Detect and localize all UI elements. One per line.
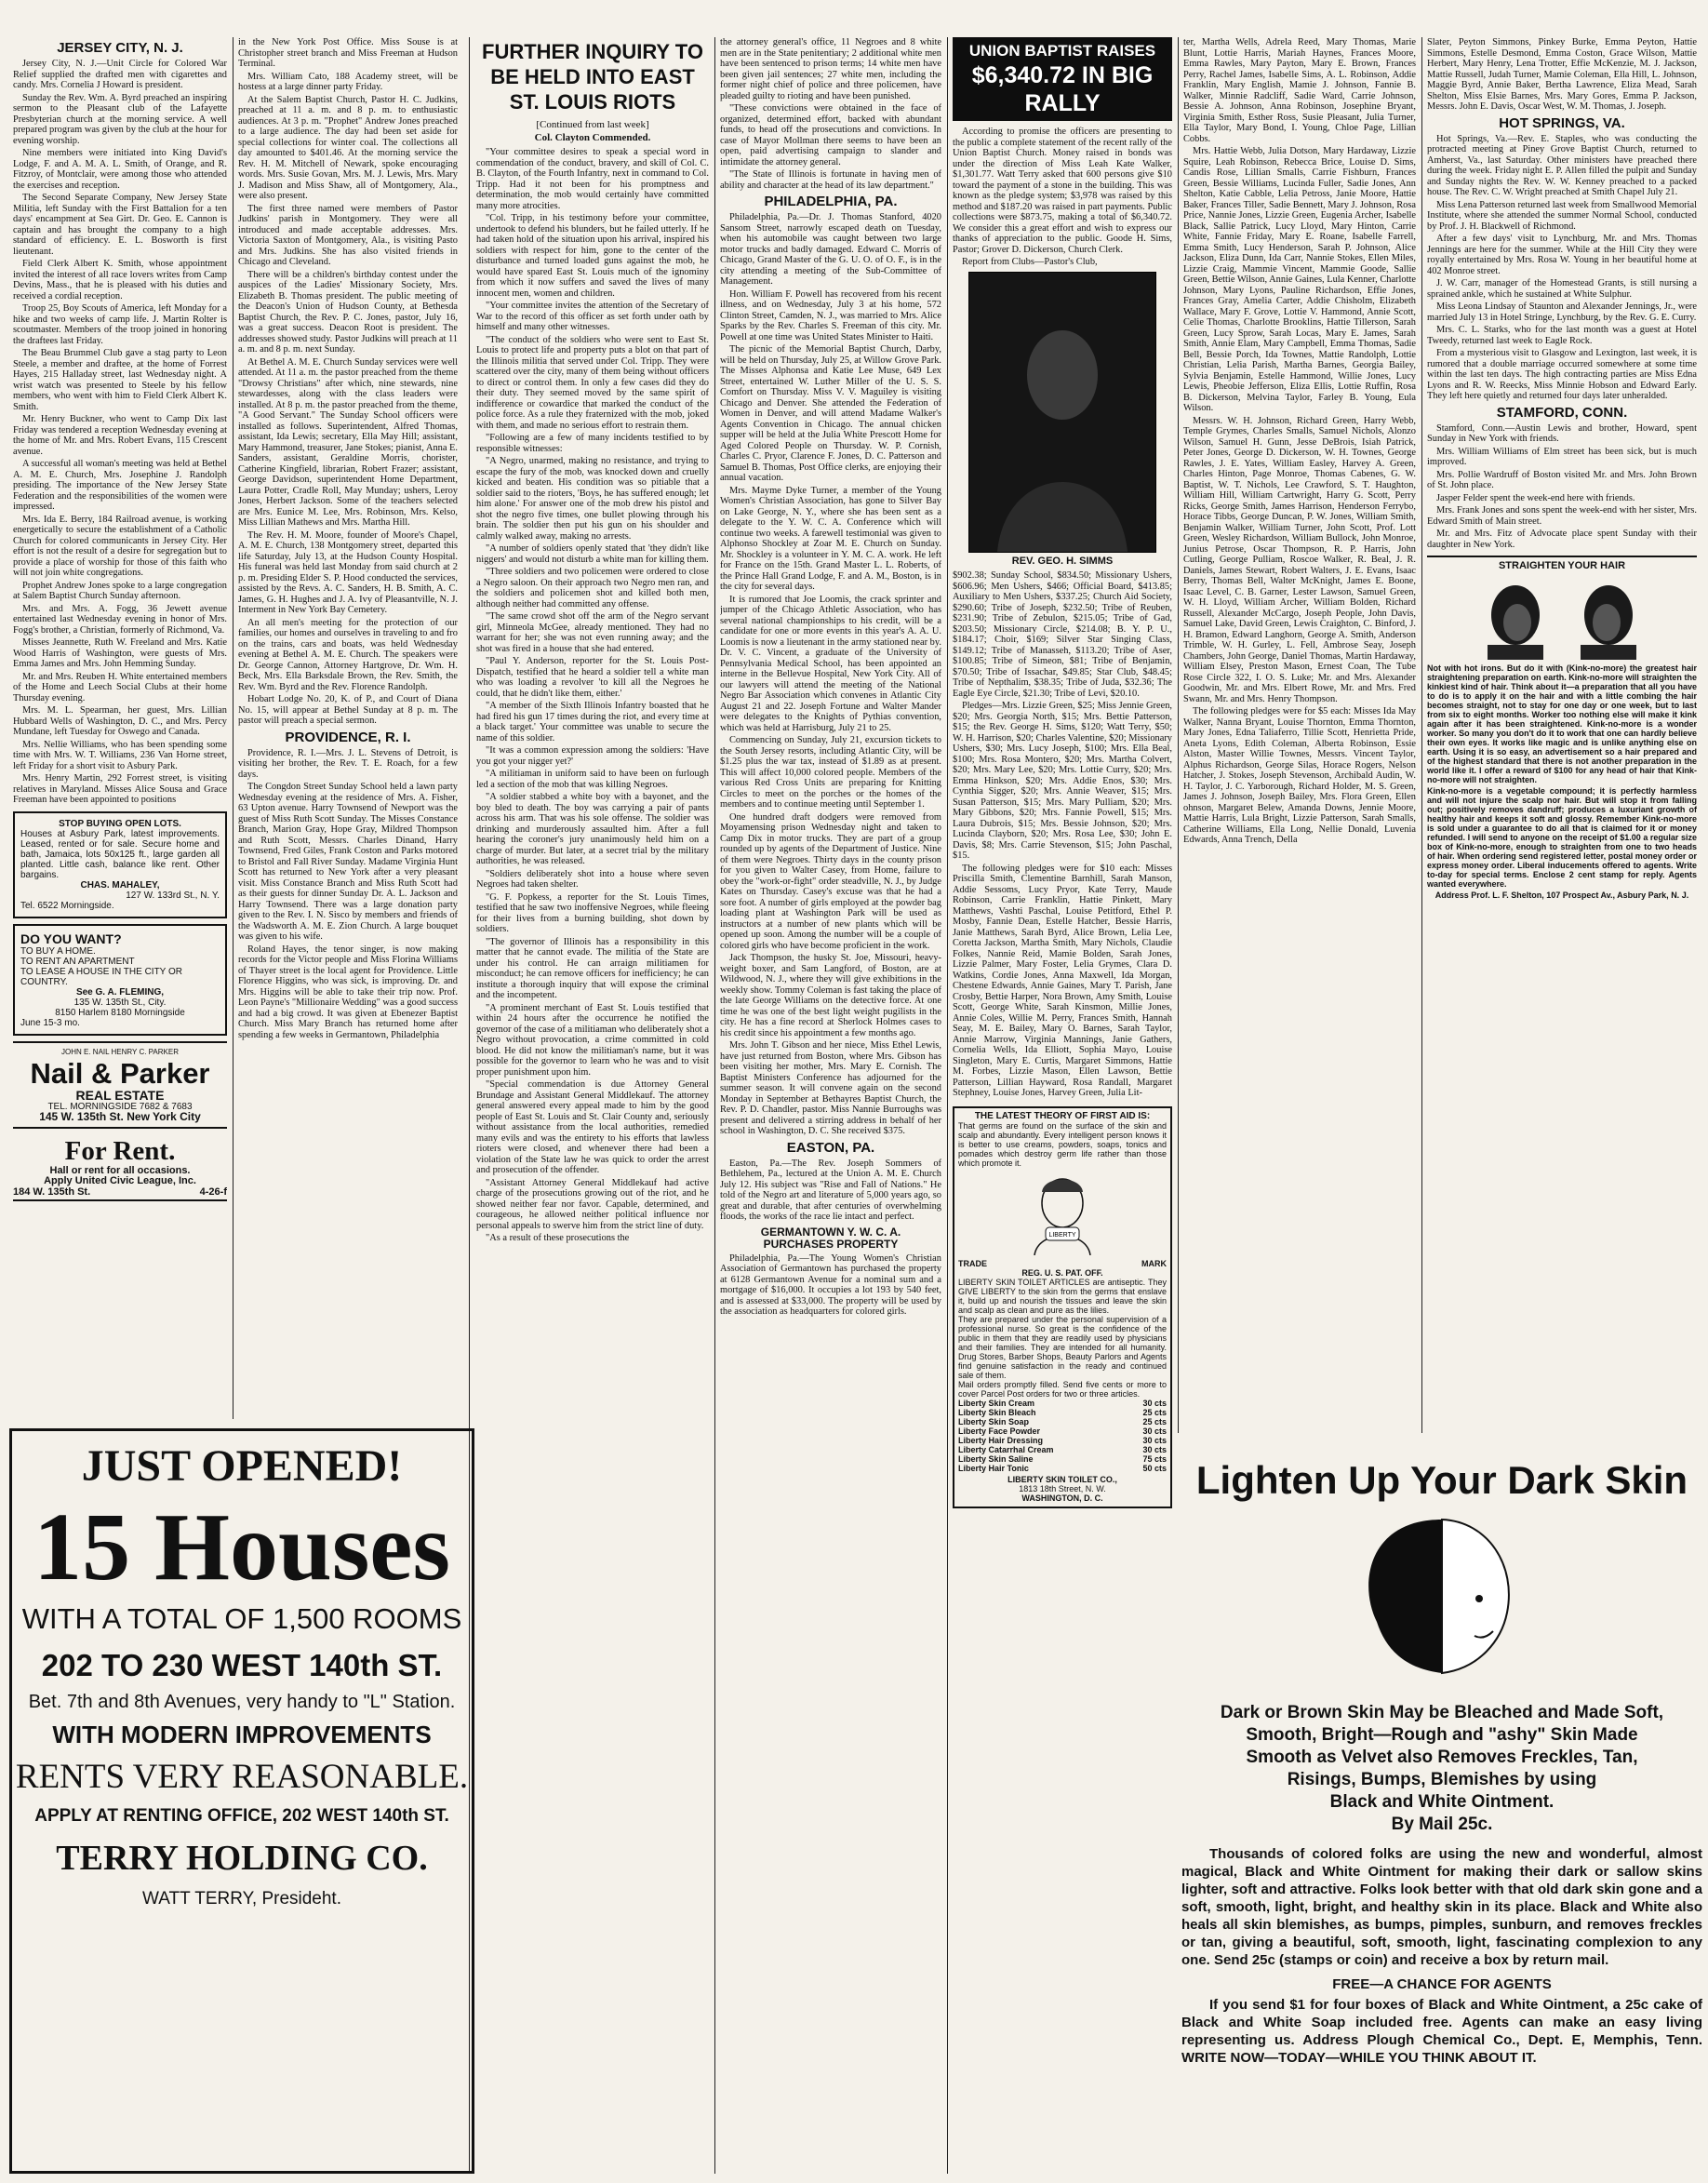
column-6 <box>1183 37 1416 1433</box>
article-paragraph: Mrs. M. L. Spearman, her guest, Mrs. Lillian Hubbard Wells of Washington, D. C., and Mrs. Percy Mundane, left Tuesday for Oswego and Canada. <box>13 705 227 737</box>
column-3 <box>476 37 709 2174</box>
article-paragraph: "Your committee invites the attention of the Secretary of War to the record of this officer as set forth under oath by himself and many other witnesses. <box>476 301 709 332</box>
ad-city: WASHINGTON, D. C. <box>1021 1493 1103 1503</box>
article-paragraph: Nine members were initiated into King David's Lodge, F. and A. M. A. L. Smith, of Orange, and R. Fitzroy, of Montclair, were among those who attended the exercises and reception. <box>13 148 227 191</box>
price-value: 75 cts <box>1142 1453 1167 1464</box>
ad-line: Black and White Ointment. <box>1329 1792 1555 1812</box>
article-paragraph: Mrs. William Cato, 188 Academy street, will be hostess at a large dinner party Friday. <box>238 71 458 92</box>
ad-address: 127 W. 133rd St., N. Y. <box>126 890 220 901</box>
headline-line: GERMANTOWN Y. W. C. A. <box>760 1225 901 1239</box>
article-paragraph: "A number of soldiers openly stated that 'they didn't like niggers' and would not disturb a white man for killing them. <box>476 543 709 565</box>
face-silhouette-icon <box>1302 1510 1581 1696</box>
price-value: 30 cts <box>1142 1426 1167 1436</box>
article-paragraph: "The governor of Illinois has a responsibility in this matter that he cannot evade. The militia of the State are under his control. He can arraign militiamen for misconduct; he can remove officers for inefficiency; he can institute a thorough inquiry that will expose the criminal and the incompetent. <box>476 936 709 1000</box>
price-item: Liberty Face Powder <box>958 1426 1041 1436</box>
article-paragraph: The following pledges were for $5 each: Misses Ida May Walker, Nanna Bryant, Louise Thornton, Emma Thornton, Mary Jones, Edna Taliaferro, Tillie Scott, Henrietta Pride, Aneta Lyons, Edith Coleman, Alberta Robinson, Essie Alston, Master Willie Townes, Messrs. Vincent Taylor, Alphus Richardson, George Silas, Horace Rogers, Nelson Hatcher, J. Stokes, Joseph Stevenson, Archibald Audin, W. H. Taylor, J. C. Yarborough, Richard Holder, M. S. Green, James J. Johnson, Joseph Bailey, Mrs. Flora Green, Ellen ohnson, Margaret Belew, Amanda Downs, Jennie Moore, Mattie Harris, Lula Bright, Lizzie Patterson, Sarah Smalls, Catherine Williams, Ella Long, Nellie Donald, Luvenia Edwards, Anna Trench, Della <box>1183 706 1416 845</box>
ad-telephone: TEL. MORNINGSIDE 7682 & 7683 <box>47 1101 193 1112</box>
article-paragraph: "The conduct of the soldiers who were sent to East St. Louis to protect life and property puts a blot on that part of the Illinois militia that served under Col. Tripp. They were scattered over the city, many of them being without officers to direct or control them. In only a few cases did they do their duty. They seemed moved by the same spirit of indifference or cowardice that marked the conduct of the police force. As a rule they fraternized with the mob, joked with them, and made no serious effort to restrain them. <box>476 334 709 431</box>
trade-label: TRADE <box>958 1258 987 1268</box>
philadelphia-heading: PHILADELPHIA, PA. <box>764 194 898 209</box>
do-you-want-ad <box>13 924 227 1036</box>
article-paragraph: After a few days' visit to Lynchburg, Mr. and Mrs. Thomas Jennings are here for the summer. While at the Hill City they were royally entertained by Mrs. Rosa W. Young in her beautiful home at 402 Monroe street. <box>1427 234 1697 276</box>
article-paragraph: "A prominent merchant of East St. Louis testified that within 24 hours after the occurrence he notified the governor of the case of a militiaman who deliberately shot a Negro without provocation, a crime committed in cold blood. He did not know the militiaman's name, but it was possible for the governor to learn who he was and to visit proper punishment upon him. <box>476 1002 709 1078</box>
liberty-skin-ad <box>953 1106 1172 1508</box>
article-paragraph: The picnic of the Memorial Baptist Church, Darby, will be held on Thursday, July 25, at Willow Grove Park. The Misses Alphonsa and Katie Lee Muse, 649 Lex Street, entertained W. Luther Miller of the U. S. S. Comfort on Thursday. Miss V. V. Maguiley is visiting Chicago and Denver. She attended the Federation of Women in Denver, and will attend Madame Walker's Agents Convention in Chicago. The annual chicken supper will be held at the Julia White Prescott Home for Aged Colored People on Thursday. W. P. Cornish, Charles C. Pryor, Clarence F. Jones, D. C. Patterson and Samuel B. Thomas, Post Office clerks, are enjoying their annual vacation. <box>720 344 941 483</box>
article-paragraph: "Following are a few of many incidents testified to by responsible witnesses: <box>476 433 709 454</box>
article-paragraph: Mrs. John T. Gibson and her niece, Miss Ethel Lewis, have just returned from Boston, where Mrs. Gibson has been visiting her mother, Mrs. Mary E. Cornish. The Baptist Ministers Conference has adjourned for the summer season. It will convene again on the second Monday in September at Bethayres Baptist Church, the Rev. P. D. Chandler, pastor. Miss Nannie Burroughs was present and delivered a stirring address in behalf of her school in Washington, D. C. She received $375. <box>720 1040 941 1136</box>
price-value: 25 cts <box>1142 1416 1167 1426</box>
ad-headline: JUST OPENED! <box>81 1441 403 1491</box>
germantown-heading <box>720 1226 941 1251</box>
price-row <box>958 1454 1167 1464</box>
banner-line: $6,340.72 IN BIG RALLY <box>971 62 1154 116</box>
trademark-note: REG. U. S. PAT. OFF. <box>1021 1267 1103 1278</box>
ad-company: TERRY HOLDING CO. <box>56 1839 428 1878</box>
headline-line: BE HELD INTO EAST <box>490 65 695 88</box>
jersey-city-heading: JERSEY CITY, N. J. <box>57 40 183 56</box>
banner-line: UNION BAPTIST RAISES <box>968 42 1156 60</box>
article-paragraph: J. W. Carr, manager of the Homestead Grants, is still nursing a sprained ankle, which he sustained at White Sulphur. <box>1427 278 1697 300</box>
ad-line: 135 W. 135th St., City. <box>73 997 167 1008</box>
price-item: Liberty Skin Saline <box>958 1453 1034 1464</box>
ad-heading: STRAIGHTEN YOUR HAIR <box>1498 560 1626 571</box>
article-paragraph: Miss Leona Lindsay of Staunton and Alexander Jennings, Jr., were married July 13 in Hotel Stringe, Lynchburg, by the Rev. G. E. Curry. <box>1427 301 1697 323</box>
ad-body: Thousands of colored folks are using the new and wonderful, almost magical, Black and White Ointment for making their dark or sallow skins lighter, soft and attractive. Folks look better with that old dark skin gone and a soft, smooth, light, bright, and healthy skin in its place. Black and White also heals all skin blemishes, as bumps, pimples, sunburn, and removes freckles or tan, giving a beautiful, soft, smooth, light, fascinating complexion to any one. Send 25c (stamps or coin) and receive a box by return mail. <box>1181 1846 1702 1968</box>
price-item: Liberty Skin Soap <box>958 1416 1030 1426</box>
article-paragraph: Commencing on Sunday, July 21, excursion tickets to the South Jersey resorts, including Atlantic City, will be $1.25 plus the war tax, instead of $1.89 as at present. This will affect 10,000 colored people. Members of the various Red Cross Units are preparing for Knitting Circles to meet on the porches or the homes of the members and to continue meeting until September 1. <box>720 735 941 810</box>
article-paragraph: Mrs. Nellie Williams, who has been spending some time with Mrs. W. T. Williams, 236 Van Horne street, left Friday for a short visit to Asbury Park. <box>13 739 227 771</box>
article-paragraph: A successful all woman's meeting was held at Bethel A. M. E. Church, Mrs. Josephine J. Randolph presiding. The importance of the New Jersey State Federation and the responsibilities of the women were impressed. <box>13 459 227 512</box>
ad-address: 184 W. 135th St. <box>13 1185 91 1198</box>
article-paragraph: Slater, Peyton Simmons, Pinkey Burke, Emma Peyton, Hattie Simmons, Estelle Desmond, Emma Coston, Grace Wilson, Mattie Herbert, Mary Henry, Lena Trotter, Effie McKenzie, M. J. Jackson, Mattie Russell, Judah Turner, Mamie Coleman, Ella Hill, L. Johnson, Maggie Byrd, Annie Baker, Bertha Lawrence, Eliza Mead, Sarah Shelton, Miss Elsie Barnes, Mrs. Mary Gores, Emma P. Jackson, Messrs. John E. Davis, Oscar West, W. M. Thomas, J. Joseph. <box>1427 37 1697 112</box>
article-paragraph: Mr. and Mrs. Reuben H. White entertained members of the Home and Leech Social Clubs at their home Thursday evening. <box>13 671 227 703</box>
for-rent-ad <box>13 1134 227 1202</box>
article-paragraph: in the New York Post Office. Miss Souse is at Christopher street branch and Miss Freeman at Hudson Terminal. <box>238 37 458 69</box>
union-baptist-banner <box>953 37 1172 121</box>
price-row <box>958 1436 1167 1445</box>
ad-line: Smooth as Velvet also Removes Freckles, Tan, <box>1246 1748 1638 1767</box>
badge-text: LIBERTY <box>1048 1231 1076 1239</box>
article-paragraph: Field Clerk Albert K. Smith, whose appointment invited the interest of all race lovers writes from Camp Devins, Mass., that he is pleased with his duties and received a cordial reception. <box>13 259 227 301</box>
column-5 <box>953 37 1172 2174</box>
article-paragraph: Mrs. C. L. Starks, who for the last month was a guest at Hotel Tweedy, returned last week to Eagle Rock. <box>1427 325 1697 346</box>
price-row <box>958 1417 1167 1426</box>
article-paragraph: Pledges—Mrs. Lizzie Green, $25; Miss Jennie Green, $20; Mrs. Georgia North, $15; Mrs. Bettie Patterson, $15; the Rev. George H. Sims, $120; Watt Terry, $50; W. H. Harrison, $20; Charles Valentine, $20; Missionary Ushers, $30; Mrs. Lucy Joseph, $100; Mrs. Ella Beal, $100; Mrs. Rosa Montero, $20; Mrs. Martha Colvert, $20; Mrs. Mary Lee, $20; Mrs. Lottie Curry, $20; Mrs. Emma Hinkson, $20; Mrs. Addie Enos, $30; Mrs. Cynthia Sigger, $20; Mrs. Annie Weaver, $15; Mrs. Susan Patterson, $15; Mrs. Mary Pulliam, $20; Mrs. Mary Gibbons, $20; Mrs. Fannie Powell, $15; Mrs. Laura Dubrois, $15; Mrs. Bessie Johnson, $20; Mrs. Lucinda Clayborn, $20; Mrs. Rosa Lee, $30; John E. Davis, $8; Mrs. Carrie Stevenson, $15; John Paschal, $15. <box>953 701 1172 861</box>
article-paragraph: An all men's meeting for the protection of our families, our homes and ourselves in traveling to and fro on the trains, cars and boats, was held Wednesday evening at Bethel A. M. E. Church. The speakers were Dr. George Cannon, Attorney Hartgrove, Dr. Wm. H. Beck, Mrs. Ella Barksdale Brown, the Rev. Smith, the Rev. Wm. Byrd and the Rev. Florence Randolph. <box>238 617 458 692</box>
ad-telephone: Tel. 6522 Morningside. <box>20 900 114 911</box>
ad-line: TO BUY A HOME. <box>20 945 96 957</box>
price-row <box>958 1408 1167 1417</box>
ad-line: Dark or Brown Skin May be Bleached and Made Soft, <box>1220 1703 1664 1722</box>
column-rule <box>233 37 234 1419</box>
ad-address: 1813 18th Street, N. W. <box>1019 1483 1106 1493</box>
price-value: 30 cts <box>1142 1435 1167 1445</box>
article-paragraph: "As a result of these prosecutions the <box>486 1233 630 1243</box>
portrait-figure-icon <box>969 273 1155 552</box>
price-item: Liberty Catarrhal Cream <box>958 1444 1054 1454</box>
article-paragraph: Jasper Felder spent the week-end here with friends. <box>1436 492 1635 503</box>
ad-title: Nail & Parker <box>30 1057 210 1090</box>
article-paragraph: Mrs. Henry Martin, 292 Forrest street, is visiting relatives in Maryland. Misses Alice Sousa and Grace Freeman have been appointed to positions <box>13 773 227 805</box>
column-rule <box>1178 37 1179 1433</box>
article-paragraph: the attorney general's office, 11 Negroes and 8 white men are in the State penitentiary; 2 additional white men have been sentenced to prison terms; 14 white men have been given jail sentences; 27 white men, including the former night chief of police and three policemen, have pleaded guilty to rioting and have been punished. <box>720 37 941 101</box>
article-paragraph: According to promise the officers are presenting to the public a complete statement of the recent rally of the Union Baptist Church. Money raised in bonds was under the direction of Miss Leah Kate Walker, $1,301.77. Watt Terry asked that 600 persons give $10 toward the payment of a stone in the building. This was known as the pledge system; $3,978 was raised by this method and $187.20 was raised in part payments. Public collections were $873.75, making a total of $6,340.72. We consider this a great effort and wish to express our thanks of appreciation to the public. Goode H. Sims, Pastor; Grover D. Dickerson, Church Clerk. <box>953 127 1172 255</box>
article-paragraph: Mr. Henry Buckner, who went to Camp Dix last Friday was tendered a reception Wednesday evening at the home of Mr. and Mrs. Robert Evans, 115 Crescent avenue. <box>13 414 227 457</box>
article-paragraph: Misses Jeannette, Ruth W. Freeland and Mrs. Katie Wood Harris of Washington, were guests of Mrs. Emma James and Mrs. John Hemming Sunday. <box>13 637 227 669</box>
article-paragraph: Miss Lena Patterson returned last week from Smallwood Memorial Institute, where she attended the summer Normal School, conducted by Prof. J. H. Blackwell of Richmond. <box>1427 199 1697 232</box>
ad-heading: STOP BUYING OPEN LOTS. <box>59 818 181 829</box>
article-paragraph: Messrs. W. H. Johnson, Richard Green, Harry Webb, Temple Grymes, Charles Smalls, Samuel Nichols, Alonzo Wilson, Samuel H. Gunn, Jesse DeBrois, Isiah Patrick, Peter Jones, George D. Dickerson, W. H. Townes, George Rawles, J. E. Yates, William Easley, Harvey A. Green, Charles Hinton, Page Monroe, Thomas Cabenes, G. W. Baptist, W. T. Nichols, Lee Crawford, S. T. Haughton, William Hill, William Cartwright, Harry G. Scott, Perry Ricks, George Smith, James Harrison, Henderson Ferrybo, Horace Tibbs, George Duncan, P. W. Jones, William Smith, Benjamin Walker, William Turner, John Scott, Prof. Lott Green, Wesley Richardson, William Bullock, John Monroe, Junius Petrose, Oscar Thompson, R. P. Harris, John Cutling, George Pulliam, Roscoe Walker, R. Beal, J. R. Daniels, James Stewart, Robert Walters, J. E. Evans, Isaac Berry, Thomas Bell, Walter McKnight, James E. Boone, Isaac Level, C. B. Garner, Lester Lawson, Samuel Green, W. H. Lloyd, William Archer, William Bolden, Richard Russell, Alexander McCargo, Joseph People, John Davis, Samuel Lake, David Green, Lewis Craighton, C. Binford, J. H. Bramon, Edward Langhorn, George A. Smith, Anderson Trimble, W. H. Gurley, L. Fell, Ambrose Seay, Joseph Chambers, John George, Daniel Thomas, Martin Hardaway, William Elsey, Preston Mason, Ernest Coan, The Tube Rose Circle 322, I. O. S. Luke; Mr. and Mrs. Alexander Goodwin, Mr. and Mrs. Elbert Rowe, Mr. and Mrs. Fred Swann, Mr. and Mrs. Henry Thompson. <box>1183 415 1416 704</box>
article-paragraph: Roland Hayes, the tenor singer, is now making records for the Victor people and Miss Florina Williams of Thayer street is the local agent for Providence. Little Florence Higgins, who was sick, is improving. Dr. and Mrs. Higgins will be able to take their trip now. Prof. Leon Payne's "Millionaire Wedding" was a good success and had a big crowd. It was given at Ebenezer Baptist Church. Miss Mary Branch has returned home after spending a few weeks in Germantown, Philadelphia <box>238 944 458 1040</box>
column-2 <box>238 37 458 1419</box>
article-paragraph: The first three named were members of Pastor Judkins' parish in Montgomery. They were all introduced and made acceptable addresses. Mrs. Victoria Saxton of Montgomery, Ala., is visiting Pasto and Mrs. Judkins. She has also visited friends in Chicago and Cleveland. <box>238 203 458 267</box>
article-paragraph: Hot Springs, Va.—Rev. E. Staples, who was conducting the protracted meeting at Piney Grove Baptist Church, returned to Amherst, Va., last Saturday. Other ministers have preached there during the week. Friday night E. P. Allen filled the pulpit and Sunday and Sunday nights the Rev. W. W. Kenney preached to a packed house. The Rev. C. W. Wright preached at Smith Chapel July 21. <box>1427 133 1697 197</box>
article-paragraph: The Second Separate Company, New Jersey State Militia, left Sunday with the First Battalion for a ten days' encampment at Sea Girt. Dr. Geo. E. Cannon is captain and has brought the company to a high standard of efficiency. E. L. Bosworth is first lieutenant. <box>13 193 227 257</box>
article-paragraph: Providence, R. I.—Mrs. J. L. Stevens of Detroit, is visiting her brother, the Rev. T. E. Roach, for a few days. <box>238 747 458 780</box>
nail-parker-ad <box>13 1041 227 1129</box>
ad-name: CHAS. MAHALEY, <box>80 879 160 891</box>
ad-body: Mail orders promptly filled. Send five cents or more to cover Parcel Post orders for two or three articles. <box>958 1379 1167 1399</box>
price-value: 30 cts <box>1142 1444 1167 1454</box>
straighten-hair-ad <box>1427 556 1697 904</box>
ad-body: Houses at Asbury Park, latest improvements. Leased, rented or for sale. Secure home and bath, Jamaica, lots 50x125 ft., large garden all planted. Little cash, balance like rent. Other bargains. <box>20 828 220 880</box>
price-list <box>958 1399 1167 1473</box>
ad-president: WATT TERRY, Presideht. <box>141 1889 341 1908</box>
ad-line: Smooth, Bright—Rough and "ashy" Skin Made <box>1246 1725 1638 1745</box>
article-paragraph: "Assistant Attorney General Middlekauf had active charge of the prosecutions growing out of the riot, and he showed neither fear nor favor. Capable, determined, and courageous, he allowed neither political influence nor personal appeals to swerve him from the strict line of duty. <box>476 1177 709 1231</box>
article-paragraph: Mrs. Mayme Dyke Turner, a member of the Young Women's Christian Association, has gone to Silver Bay on Lake George, N. Y., where she has been sent as a delegate to the Y. W. C. A. Conference which will continue two weeks. A farewell testimonial was given to Alphonso Shockley at Zoar M. E. Church on Sunday. Mr. Shockley is a volunteer in Y. M. C. A. work. He left for France on the 15th. Grand Master L. L. Roberts, of the Prince Hall Grand Lodge, F. and A. M., Boston, is in the city for several days. <box>720 485 941 592</box>
ad-heading: THE LATEST THEORY OF FIRST AID IS: <box>974 1110 1151 1121</box>
article-paragraph: It is rumored that Joe Loomis, the crack sprinter and jumper of the Chicago Athletic Association, who has several national championships to his credit, will be a candidate for one or more events in this year's A. A. U. Loomis is now a lieutenant in the army stationed near by. Dr. V. C. Vincent, a graduate of the University of Pennsylvania Medical School, has been appointed an interne in the Bellevue Hospital, New York City. All of our lawyers will attend the meeting of the National Negro Bar Association which convenes in Atlantic City August 21 and 22. Joseph Fortune and Walter Mander were delegates to the Knights of Pythias convention, which was held at Harrisburg, July 21 to 25. <box>720 594 941 733</box>
article-paragraph: The Beau Brummel Club gave a stag party to Leon Steele, a member and draftee, at the home of Forrest Hayes, 215 Halladay street, last Wednesday night. A wrist watch was presented to Steele by his fellow members, who went with him to Field Clerk Albert K. Smith. <box>13 348 227 412</box>
ad-line: Apply United Civic League, Inc. <box>44 1175 196 1186</box>
column-4 <box>720 37 941 2174</box>
lighten-skin-ad <box>1181 1456 1702 2173</box>
headline-line: PURCHASES PROPERTY <box>763 1237 899 1251</box>
article-paragraph: One hundred draft dodgers were removed from Moyamensing prison Wednesday night and taken to Camp Dix in motor trucks. They are part of a group rounded up by agents of the Department of Justice. Nine of them were Negroes. Thirty days in the county prison for you given to Walter Casey, from Home, failure to obey the "work-or-fight" order steadville, N. J., by Judge Kates on Thursday. Casey's excuse was that he had a sore foot. A number of girls employed at the powder bag loading plant at Washington Park will be used as instructors at a number of new plants which will be opened up soon. Among the number will be a couple of colored girls who have become proficient in the work. <box>720 811 941 951</box>
article-paragraph: Mrs. and Mrs. A. Fogg, 36 Jewett avenue entertained last Wednesday evening in honor of Mrs. Fogg's brother, a Christian, formerly of Richmond, Va. <box>13 603 227 636</box>
price-row <box>958 1464 1167 1473</box>
ad-line: TO LEASE A HOUSE IN THE CITY OR COUNTRY. <box>20 966 182 987</box>
photo-caption: REV. GEO. H. SIMMS <box>1011 555 1114 567</box>
price-item: Liberty Hair Dressing <box>958 1435 1044 1445</box>
article-paragraph: "G. F. Popkess, a reporter for the St. Louis Times, testified that he saw two inoffensive Negroes, while fleeing for their lives from a burning building, shot down by soldiers. <box>476 891 709 934</box>
ad-body: LIBERTY SKIN TOILET ARTICLES are antiseptic. They GIVE LIBERTY to the skin from the germs that enslave it, build up and nourish the tissues and leave the skin and scalp as clean and pure as the lilies. <box>958 1277 1167 1315</box>
article-paragraph: Philadelphia, Pa.—Dr. J. Thomas Stanford, 4020 Sansom Street, narrowly escaped death on Tuesday, when his automobile was caught between two large motor trucks and badly damaged. Edward C. Morris of Chicago, Grand Master of the G. U. O. of O. F., is in the city attending a meeting of the Sub-Committee of Management. <box>720 212 941 287</box>
article-paragraph: "Your committee desires to speak a special word in commendation of the conduct, bravery, and skill of Col. C. B. Clayton, of the Fourth Infantry, next in command to Col. Tripp. Had it not been for his promptness and determination, the mob would certainly have committed many more atrocities. <box>476 147 709 211</box>
article-paragraph: "The same crowd shot off the arm of the Negro servant girl, Minneola McGee, already mentioned. They had no warrant for her; she was not even running away; and the shot was fired in a house that she had entered. <box>476 611 709 654</box>
ad-subtitle: REAL ESTATE <box>75 1088 165 1103</box>
article-paragraph: Report from Clubs—Pastor's Club, <box>962 257 1098 267</box>
price-value: 50 cts <box>1142 1463 1167 1473</box>
ad-line: June 15-3 mo. <box>20 1017 80 1028</box>
article-paragraph: $902.38; Sunday School, $834.50; Missionary Ushers, $606.96; Men Ushers, $466; Official Board, $413.85; Auxiliary to Men Ushers, $337.25; Church Aid Society, $290.60; Tribe of Joseph, $232.50; Tribe of Reuben, $231.90; Tribe of Zebulon, $215.05; Tribe of Gad, $203.50; Missionary Circle, $214.08; B. Y. P. U., $184.17; Choir, $169; Silver Star Singing Class, $149.12; Tribe of Manasseh, $113.20; Tribe of Aser, $100.85; Tribe of Simeon, $81; Tribe of Benjamin, $70.50; Tribe of Issachar, $49.85; Star Club, $48.45; Tribe of Nepthalim, $38.35; Tribe of Juda, $32.36; The Eagle Eye Circle, $21.30; Tribe of Levi, $20.10. <box>953 570 1172 699</box>
price-row <box>958 1399 1167 1408</box>
price-item: Liberty Hair Tonic <box>958 1463 1029 1473</box>
mark-label: MARK <box>1141 1258 1167 1268</box>
price-value: 30 cts <box>1142 1398 1167 1408</box>
price-row <box>958 1445 1167 1454</box>
column-1 <box>13 37 227 1419</box>
ad-body: That germs are found on the surface of the skin and scalp and abundantly. Every intelligent person knows it is better to use creams, powders, soaps, tonics and pomades which destroy germ life rather than those which promote it. <box>958 1120 1167 1168</box>
article-paragraph: Mrs. Frank Jones and sons spent the week-end with her sister, Mrs. Edward Smith of Main street. <box>1427 505 1697 527</box>
ad-line: 8150 Harlem 8180 Morningside <box>55 1007 185 1018</box>
article-paragraph: Philadelphia, Pa.—The Young Women's Christian Association of Germantown has purchased the property at 6128 Germantown Avenue for a nominal sum and a mortgage of $16,000. It occupies a lot 193 by 540 feet, and is assessed at $33,000. The property will be used by the association as headquarters for colored girls. <box>720 1252 941 1317</box>
ad-line: Bet. 7th and 8th Avenues, very handy to "L" Station. <box>28 1692 456 1712</box>
subheading: Col. Clayton Commended. <box>534 131 651 143</box>
hot-springs-heading: HOT SPRINGS, VA. <box>1499 114 1625 131</box>
portrait-photo <box>968 272 1156 553</box>
article-paragraph: The following pledges were for $10 each: Misses Priscilla Smith, Clementine Barnhill, Sarah Manson, Addie Sessoms, Lucy Pryor, Kate Terry, Maude Robinson, Carrie Franklin, Hattie Pinkett, Mary Matthews, Vashti Paschal, Louise Petitford, Ethel P. Mosby, Fannie Dean, Estelle Hatcher, Bessie Harris, Janie Matthews, Sarah Byrd, Alice Brown, Lelia Lee, Coretta Jackson, Martha Smith, Mary Nichols, Claudie Folkes, Nannie Reid, Mamie Bolden, Sarah Jones, Lizzie Palmer, Mary Foster, Lelia Grymes, Clara D. Watkins, Cordie Jones, Anna Maxwell, Ida Morgan, Chestene Edwards, Annie Gaines, Mary T. Parish, Jane Crosby, Bettie Harper, Nora Brown, Amy Smith, Louise Scott, George White, Sarah Kinsmon, Millie Jones, Annie Coles, Willie M. Perry, Frances Smith, Hannah Seay, M. E. Bailey, Mary O. Barnes, Sarah Taylor, Annie Marrow, Virginia Mannings, Janie Gathers, Cornelia Wells, Ida Elliott, Sophia Mayo, Louise Singleton, Mary E. Curtis, Margaret Simmons, Hattie M. Forbes, Lizzie Mason, Ellen Lawson, Bettie Patterson, Lillian Hayward, Rosa Randall, Margaret Stephney, Louise Jones, Harvey Green, Julia Lit- <box>953 863 1172 1098</box>
ad-title: Lighten Up Your Dark Skin <box>1195 1458 1688 1502</box>
article-paragraph: There will be a children's birthday contest under the auspices of the Ladies' Missionary Society, Mrs. Elizabeth B. Thomas president. The public meeting of the Deacon's Union of Hudson County, at Bethesda Baptist Church, the Rev. P. C. Jones, pastor, July 16, was a great success. Deacon Root is president. The addresses showed study. Pastor Judkins will preach at 11 a. m. and 8 p. m. next Sunday. <box>238 269 458 355</box>
article-paragraph: Hon. William F. Powell has recovered from his recent illness, and on Wednesday, July 3 at his home, 572 Clinton Street, Camden, N. J., was married to Mrs. Alice Sparks by the Rev. Charles S. Freeman of this city. Mr. Powell at one time was United States Minister to Haiti. <box>720 288 941 342</box>
article-paragraph: "Three soldiers and two policemen were ordered to close a Negro saloon. On their approach two Negro men ran, and the soldiers and policemen shot and killed both men, although neither had committed any offense. <box>476 567 709 609</box>
ad-body: Kink-no-more is a vegetable compound; it is perfectly harmless and will not injure the scalp nor hair. But will stop it from falling out; positively removes dandruff; produces a luxuriant growth of healthy hair and keeps it soft and glossy. Remember Kink-no-more is sold under a guarantee to do all that is claimed for it or money refunded. I will send to anyone on the receipt of $1.00 a regular size box of Kink-no-more, enough to straighten from one to two heads of hair. When ordering send registered letter, postal money order or express money order. Liberal inducements offered to agents. Write to-day for special terms. Enclose 2 cent stamp for reply. Agents wanted everywhere. <box>1427 785 1697 889</box>
article-paragraph: Hobart Lodge No. 20, K. of P., and Court of Diana No. 15, will appear at Bethel Sunday at 8 p. m. The pastor will preach a special sermon. <box>238 694 458 726</box>
ad-line: Risings, Bumps, Blemishes by using <box>1287 1770 1597 1789</box>
article-paragraph: "These convictions were obtained in the face of organized, determined effort, backed with abundant funds, to head off the prosecutions and convictions. In case of Mayor Mollman there seems to have been an open, paid advertising campaign to slander and intimidate the attorney general. <box>720 103 941 167</box>
ad-body: If you send $1 for four boxes of Black and White Ointment, a 25c cake of Black and White Soap included free. Agents can make an easy living representing us. Address Plough Chemical Co., Dept. E, Memphis, Tenn. WRITE NOW—TODAY—WHILE YOU THINK ABOUT IT. <box>1181 1997 1702 2066</box>
article-paragraph: At the Salem Baptist Church, Pastor H. C. Judkins, preached at 11 a. m. and 8 p. m. to enthusiastic audiences. At 3 p. m. "Prophet" Andrew Jones preached to a large audience. The day had been set aside for special collections for winter coal. The collections all day amounted to $401.46. At the morning service the Rev. H. M. Mitchell of Newark, spoke encouraging words. Mrs. Susie Govan, Mrs. M. J. Lewis, Mrs. Mary J. Madison and Miss Shaw, all of Montgomery, Ala., were also present. <box>238 94 458 201</box>
article-paragraph: At Bethel A. M. E. Church Sunday services were well attended. At 11 a. m. the pastor preached from the theme "Drowsy Christians" after which, nine stewards, nine stewardesses, along with the class leaders were installed. At 8 p. m. the pastor preached from the theme, "A Good Servant." The Sunday School officers were installed as follows. Superintendent, Alfred Thomas, assistant, Ida Lewis; secretary, Ella May Hill; assistant, Mary Hammond, treasurer, Jane Stokes; pianist, Anna E. Sanders, assistant, Geraldine Morris, chorister, Catherine Kingfield, librarian, Robert Frazer; assistant, George Davidson, superintendent Home Department, Laura Potter, Cradle Roll, May Munday; ushers, Leroy Jones, Herbert Jackson. Some of the teachers selected are Mrs. Eunice M. Lee, Mrs. Robinson, Mrs. Kelso, Miss Lillian Mathews and Mrs. Martha Hill. <box>238 356 458 528</box>
article-paragraph: "Special commendation is due Attorney General Brundage and Assistant General Middlekauf. The attorney general answered every appeal made to him by the good people of East St. Louis and St. Clair County and, seriously without assistance from the local authorities, remedied many evils and was the entirety to his efforts that lawless rioters were closed, and whenever there had been a violation of the State law he was quick to order the arrest and prosecution of the offender. <box>476 1079 709 1175</box>
ad-line: See G. A. FLEMING, <box>75 986 165 998</box>
article-paragraph: Mrs. Ida E. Berry, 184 Railroad avenue, is working energetically to secure the establishment of a Catholic Church for colored communicants in Jersey City. Her effort is not the result of a desire for segregation but to provide a place of worship for those of this faith who will not join white congregations. <box>13 514 227 578</box>
ad-address: 202 TO 230 WEST 140th ST. <box>41 1648 443 1682</box>
ad-line: WITH A TOTAL OF 1,500 ROOMS <box>21 1602 462 1635</box>
ad-body: Not with hot irons. But do it with (Kink-no-more) the greatest hair straightening preparation on earth. Kink-no-more will straighten the kinkiest kind of hair. Think about it—a preparation that all you have to do is to apply it on the hair and with a little combing the hair becomes straight, not to stay for one day or one week, but to last from six to eight months. Worker too nothing else will make it kink again after it has been straightened. Kink-no-more is a wonder worker. So many you don't do it to work that one can hardly believe their own eyes. It works like magic and is unlike anything else on earth. Using it is so easy, an advertisement so a hair prepared and of the highest standard that there is not another preparation in the world like it. I offer a reward of $100 for any head of hair that Kink-no-more will not straighten. <box>1427 663 1697 784</box>
article-paragraph: "Col. Tripp, in his testimony before your committee, undertook to defend his blunders, but he failed utterly. If he had taken hold of the situation upon his arrival, inspired his soldiers with respect for him, gone to the center of the disturbance and turned loaded guns against the mob, he would have spared East St. Louis much of the ignominy from which it now suffers and saved the lives of many innocent men, women and children. <box>476 213 709 299</box>
riots-headline <box>476 39 709 114</box>
ad-partners: JOHN E. NAIL HENRY C. PARKER <box>61 1047 179 1056</box>
article-paragraph: "A militiaman in uniform said to have been on furlough led a section of the mob that was killing Negroes. <box>476 769 709 790</box>
price-item: Liberty Skin Cream <box>958 1398 1035 1408</box>
article-paragraph: "Paul Y. Anderson, reporter for the St. Louis Post-Dispatch, testified that he heard a soldier tell a white man who was loading a revolver 'to kill all the Negroes he could, that he didn't like them, either.' <box>476 656 709 699</box>
ad-address: Address Prof. L. F. Shelton, 107 Prospect Av., Asbury Park, N. J. <box>1434 890 1689 900</box>
article-paragraph: Jack Thompson, the husky St. Joe, Missouri, heavy-weight boxer, and Sam Langford, of Boston, are at Wildwood, N. J., where they will give exhibitions in the weekly show. Tommy Coleman is fast taking the place of the late George Williams on the detective force. At one time he was one of the best light weight pugilists in the city. He has a fine record at Sherlock Holmes cases to his credit since his appointment a few months ago. <box>720 953 941 1038</box>
ad-line: WITH MODERN IMPROVEMENTS <box>52 1721 432 1748</box>
ad-price: By Mail 25c. <box>1391 1815 1493 1834</box>
ad-line: APPLY AT RENTING OFFICE, 202 WEST 140th ST. <box>34 1806 449 1826</box>
article-paragraph: "A soldier stabbed a white boy with a bayonet, and the boy bled to death. The boy was carrying a pair of pants across his arm. That was his sole offense. The soldier was drinking and murderously assaulted him. After a full hearing the coroner's jury unanimously held him on a charge of murder. But later, at a secret trial by the military authorities, he was released. <box>476 792 709 866</box>
ad-offer-heading: FREE—A CHANCE FOR AGENTS <box>1332 1976 1552 1992</box>
article-paragraph: Mrs. William Williams of Elm street has been sick, but is much improved. <box>1427 446 1697 467</box>
ad-line: TO RENT AN APARTMENT <box>20 956 135 967</box>
price-item: Liberty Skin Bleach <box>958 1407 1036 1417</box>
article-paragraph: The Rev. H. M. Moore, founder of Moore's Chapel, A. M. E. Church, 138 Montgomery street, departed this life Saturday, July 13, at the Hudson County Hospital. His funeral was held last Monday from said church at 2 p. m. Presiding Elder S. P. Hood conducted the services, assisted by the Revs. A. C. Sanders, H. B. Smith, A. C. James, G. H. Hughes and J. A. Ivy of Pleasantville, N. J. Interment in New York Bay Cemetery. <box>238 529 458 615</box>
article-paragraph: ter, Martha Wells, Adrela Reed, Mary Thomas, Marie Blunt, Lottie Harris, Mariah Haynes, Frances Moore, Emma Rawles, Mary Payton, Mary E. Brown, Frances Perry, Rachel James, Isabelle Sims, A. L. Robinson, Addie Franklin, Mary English, Mamie J. Johnson, Fannie B. Walker, Minnie Radcliff, Sadie Ward, Carrie Johnson, Bessie A. Johnson, Anna Robinson, Josephine Bryant, Virginia Smith, Esther Ross, Susie Pleasant, Julia Turner, Ella Taylor, Mary Bond, I. Young, Chloe Page, Lillian Cobbs. <box>1183 37 1416 144</box>
article-paragraph: "Soldiers deliberately shot into a house where seven Negroes had taken shelter. <box>476 868 709 890</box>
article-paragraph: Mrs. Pollie Wardruff of Boston visited Mr. and Mrs. John Brown of St. John place. <box>1427 469 1697 490</box>
price-value: 25 cts <box>1142 1407 1167 1417</box>
article-paragraph: Prophet Andrew Jones spoke to a large congregation at Salem Baptist Church Sunday afternoon. <box>13 580 227 601</box>
article-paragraph: Mrs. Hattie Webb, Julia Dotson, Mary Hardaway, Lizzie Squire, Leah Robinson, Rebecca Brice, Louise D. Sims, Candis Rose, Lillian Smalls, Carrie Fishburn, Frances Green, Bessie Williams, Lucinda Fuller, Sadie Jones, Ann Shelton, Katie Cabble, Lelia Petross, Janie Moore, Hattie Baker, Frances Tiller, Sadie Bennett, Mary J. Johnson, Rosa Price, Nannie Jones, Lizzie Green, Eugenia Archer, Isabelle Black, Sallie Patrick, Lucy Lloyd, Mary Hinton, Carrie White, Fannie Friday, Mary E. Roane, Isabelle Farrell, Emma Smith, Lucy Henderson, Sarah P. Johnson, Alice Jackson, Eliza Dunn, Ida Carr, Nannie Stokes, Ellen Miles, Lizzie Craig, Mammie Vincent, Mammie Goode, Sallie Green, Bettie Wilson, Annie Gaines, Lula Kenner, Charlotte Johnson, Mary Lyons, Pauline Richardson, Effie Jones, Frances Gray, Amelia Carter, Addie Chisholm, Elizabeth Wallace, Mary F. Grove, Lottie V. Hammond, Annie Scott, Celie Thomas, Charlotte Brooklins, Hattie Tillerson, Sarah Green, Lucy Sprow, Sarah Locas, Mary E. James, Sarah Smith, Annie Elam, Mary Campbell, Emma Thomas, Sadie Bell, Bessie Porch, Ida Townes, Mattie Randolph, Lottie Christian, Lelia Parish, Martha Barnes, Georgia Bailey, Sylvia Benjamin, Estelle Hammond, Willie Jones, Lucy Lewis, Pheobie Jefferson, Eliza Ellis, Lottie Ruffin, Rosa B. Dickerson, Melvina Taylor, Farley B. Young, Eula Wilson. <box>1183 146 1416 413</box>
article-paragraph: From a mysterious visit to Glasgow and Lexington, last week, it is rumored that a double marriage occurred somewhere at some time within the last ten days. The high contracting parties are Miss Edna Lyons and R. W. Reecks, Miss Minnie Hobson and Edward Early. They left here quietly and returned four days later unheralded. <box>1427 348 1697 401</box>
hair-portraits-icon <box>1460 576 1664 660</box>
ad-heading: DO YOU WANT? <box>20 931 122 946</box>
headline-line: ST. LOUIS RIOTS <box>509 90 676 114</box>
article-paragraph: The Congdon Street Sunday School held a lawn party Wednesday evening at the residence of Mrs. A. Fisher, 63 Upton avenue. Harry Townsend of Newport was the guest of Miss Ruth Scott Sunday. The Misses Constance Branch, Marion Gray, Hope Gray, Mildred Thompson and Ruth Scott, Messrs. Charles Dinand, Harry Townsend, Fred Giles, Frank Coston and Parks motored to Bristol and Fall River Sunday. Madame Virginia Hunt Scott has returned to New York after a very pleasant visit. Miss Constance Branch and Miss Ruth Scott had as their guests for dinner Sunday Dr. A. L. Jackson and Harry Townsend. There was a large donation party given to the Rev. I. N. Sisco by members and friends of the Wadsworth A. M. E. Zion Church. A large bouquet was given to his wife. <box>238 782 458 942</box>
stamford-heading: STAMFORD, CONN. <box>1496 404 1628 421</box>
column-rule <box>947 37 948 2174</box>
continued-note: [Continued from last week] <box>536 119 649 130</box>
ad-company: LIBERTY SKIN TOILET CO., <box>1007 1474 1117 1484</box>
article-paragraph: "A Negro, unarmed, making no resistance, and trying to escape the fury of the mob, was knocked down and cruelly kicked and beaten. His condition was so pitiable that a soldier said to the rioters, 'Boys, he has suffered enough; let him alone.' For answer one of the mob drew his pistol and shot the negro five times, one bullet plowing through his brain. The soldier then put his gun on his shoulder and calmly walked away, making no arrests. <box>476 456 709 542</box>
ad-line: RENTS VERY REASONABLE. <box>15 1758 469 1796</box>
article-paragraph: "It was a common expression among the soldiers: 'Have you got your nigger yet?' <box>476 745 709 767</box>
ad-line: Hall or rent for all occasions. <box>49 1164 191 1176</box>
article-paragraph: "A member of the Sixth Illinois Infantry boasted that he had fired his gun 17 times during the riot, and every time at a black target.' Your committee was unable to secure the name of this soldier. <box>476 701 709 743</box>
ad-body: They are prepared under the personal supervision of a professional nurse. So great is the confidence of the public in them that they are readily used by physicians and their families. They are intended for all humanity. Drug Stores, Barber Shops, Beauty Parlors and Agents find genuine satisfaction in the ready and continued sale of them. <box>958 1314 1167 1380</box>
article-paragraph: Easton, Pa.—The Rev. Joseph Sommers of Bethlehem, Pa., lectured at the Union A. M. E. Church July 12. His subject was "Rise and Fall of Nations." He told of the Negro art and literature of 5,000 years ago, so great and durable, that after centuries of overwhelming floods, the works of the race lie intact and perfect. <box>720 1158 941 1222</box>
stop-buying-lots-ad <box>13 811 227 918</box>
price-row <box>958 1426 1167 1436</box>
article-paragraph: Stamford, Conn.—Austin Lewis and brother, Howard, spent Sunday in New York with friends. <box>1427 422 1697 444</box>
ad-address: 145 W. 135th St. New York City <box>39 1110 201 1123</box>
woman-portrait-icon <box>1007 1172 1118 1255</box>
ad-title: For Rent. <box>64 1135 176 1166</box>
headline-line: FURTHER INQUIRY TO <box>482 40 703 63</box>
article-paragraph: "The State of Illinois is fortunate in having men of ability and character at the head of its law department." <box>720 169 941 191</box>
column-rule <box>714 37 715 2174</box>
article-paragraph: Sunday the Rev. Wm. A. Byrd preached an inspiring sermon to the Pleasant club of the Lafayette Presbyterian church at the morning service. A well prepared program was given by the club at the hour for evening worship. <box>13 92 227 146</box>
article-paragraph: Jersey City, N. J.—Unit Circle for Colored War Relief supplied the drafted men with cigarettes and candy. Mrs. Cornelia J Howard is president. <box>13 59 227 90</box>
providence-heading: PROVIDENCE, R. I. <box>285 729 411 745</box>
article-paragraph: Mr. and Mrs. Fitz of Advocate place spent Sunday with their daughter in New York. <box>1427 529 1697 550</box>
easton-heading: EASTON, PA. <box>786 1139 875 1156</box>
column-7 <box>1427 37 1697 1433</box>
terry-holding-ad <box>9 1428 474 2174</box>
column-rule <box>1421 37 1422 1433</box>
ad-code: 4-26-f <box>199 1185 227 1198</box>
article-paragraph: Troop 25, Boy Scouts of America, left Monday for a hike and two weeks of camp life. J. Martin Rolter is scoutmaster. Members of the troop joined in honoring the draftees last Friday. <box>13 303 227 346</box>
ad-title: 15 Houses <box>33 1493 450 1600</box>
